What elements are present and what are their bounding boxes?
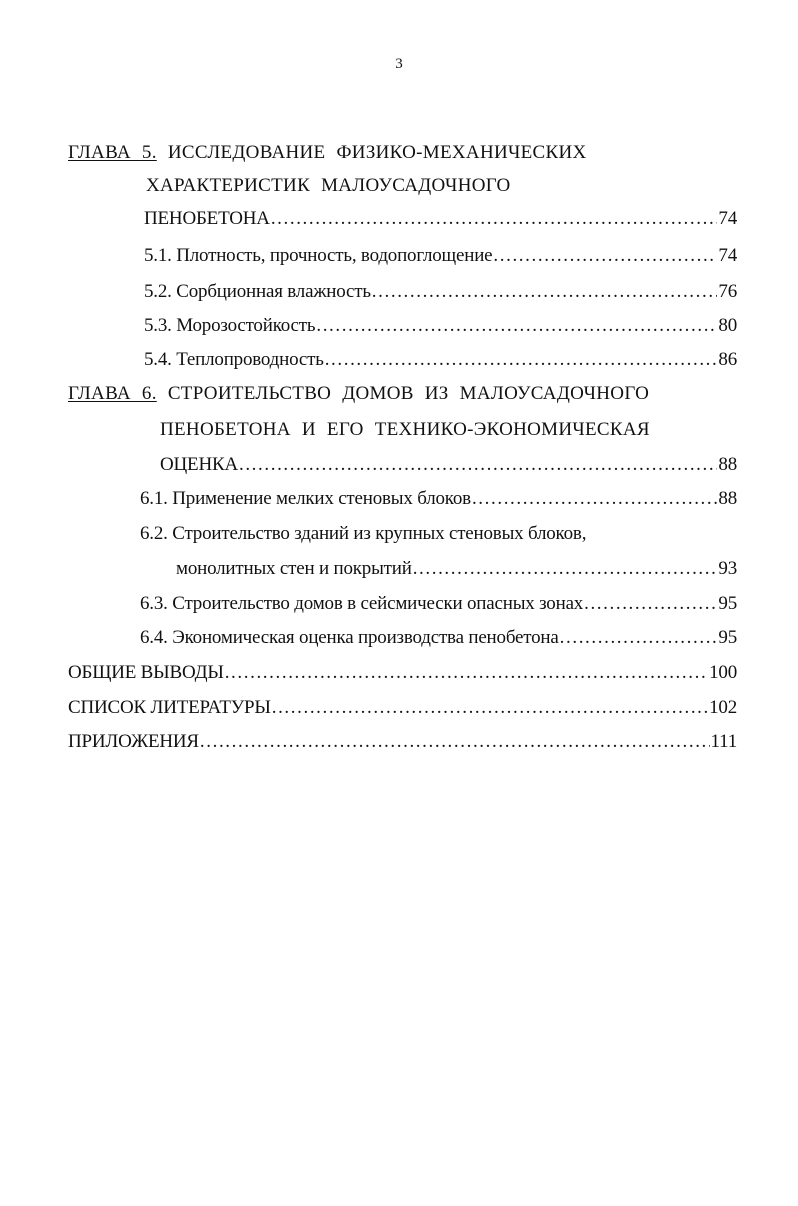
- page-ref: 95: [718, 627, 737, 648]
- dot-leader: [472, 488, 717, 510]
- section-title: 6.4. Экономическая оценка производства пенобетона: [140, 627, 559, 648]
- section-title: 5.4. Теплопроводность: [144, 349, 324, 370]
- page-ref: 88: [718, 488, 737, 509]
- toc-entry-appendices: [68, 731, 737, 757]
- dot-leader: [225, 662, 708, 684]
- section-title: ПРИЛОЖЕНИЯ: [68, 731, 199, 752]
- dot-leader: [325, 349, 718, 371]
- chapter-5-title-line-2: ХАРАКТЕРИСТИК МАЛОУСАДОЧНОГО: [146, 175, 511, 196]
- toc-entry-5-3: [144, 315, 737, 341]
- chapter-6-title-line-3: ОЦЕНКА: [160, 454, 238, 475]
- dot-leader: [239, 454, 717, 476]
- section-title: СПИСОК ЛИТЕРАТУРЫ: [68, 697, 271, 718]
- page-ref: 111: [710, 731, 737, 752]
- chapter-6-label: ГЛАВА 6.: [68, 383, 157, 404]
- chapter-5-title-line-1: ИССЛЕДОВАНИЕ ФИЗИКО-МЕХАНИЧЕСКИХ: [167, 142, 587, 163]
- section-title-continuation: монолитных стен и покрытий: [176, 558, 412, 579]
- chapter-5-title-line-3: ПЕНОБЕТОНА: [144, 208, 270, 229]
- dot-leader: [272, 697, 708, 719]
- page-number: 3: [395, 56, 403, 72]
- toc-entry-6-1: [140, 488, 737, 514]
- toc-entry-5-2: [144, 281, 737, 307]
- section-title: 5.2. Сорбционная влажность: [144, 281, 371, 302]
- dot-leader: [413, 558, 718, 580]
- toc-entry-5-4: [144, 349, 737, 375]
- chapter-5-label: ГЛАВА 5.: [68, 142, 157, 163]
- toc-entry-references: [68, 697, 737, 723]
- section-title: 5.1. Плотность, прочность, водопоглощение: [144, 245, 493, 266]
- dot-leader: [493, 245, 717, 267]
- page-ref: 86: [718, 349, 737, 370]
- chapter-6-title-line-2: ПЕНОБЕТОНА И ЕГО ТЕХНИКО-ЭКОНОМИЧЕСКАЯ: [160, 419, 650, 440]
- toc-entry-6-2-line-1: 6.2. Строительство зданий из крупных стеновых блоков,: [140, 523, 587, 544]
- page-ref: 76: [718, 281, 737, 302]
- section-title: 6.3. Строительство домов в сейсмически опасных зонах: [140, 593, 584, 614]
- page-ref: 95: [718, 593, 737, 614]
- dot-leader: [560, 627, 718, 649]
- dot-leader: [316, 315, 717, 337]
- toc-entry-6-3: [140, 593, 737, 619]
- chapter-5-heading: [68, 142, 587, 168]
- page-ref: 88: [718, 454, 737, 475]
- toc-entry-chapter-6: [160, 454, 737, 480]
- page-ref: 74: [718, 245, 737, 266]
- dot-leader: [200, 731, 710, 753]
- page-ref: 80: [718, 315, 737, 336]
- page-ref: 93: [718, 558, 737, 579]
- toc-entry-conclusions: [68, 662, 737, 688]
- chapter-6-title-line-1: СТРОИТЕЛЬСТВО ДОМОВ ИЗ МАЛОУСАДОЧНОГО: [167, 383, 650, 404]
- page-ref: 102: [709, 697, 737, 718]
- section-title: ОБЩИЕ ВЫВОДЫ: [68, 662, 224, 683]
- toc-entry-6-2: [176, 558, 737, 584]
- toc-entry-chapter-5: [144, 208, 737, 234]
- section-title: 5.3. Морозостойкость: [144, 315, 316, 336]
- dot-leader: [271, 208, 718, 230]
- page-ref: 100: [709, 662, 737, 683]
- toc-entry-6-4: [140, 627, 737, 653]
- page-ref: 74: [718, 208, 737, 229]
- chapter-6-heading: [68, 383, 649, 409]
- toc-entry-5-1: [144, 245, 737, 271]
- dot-leader: [584, 593, 717, 615]
- dot-leader: [372, 281, 718, 303]
- section-title: 6.1. Применение мелких стеновых блоков: [140, 488, 471, 509]
